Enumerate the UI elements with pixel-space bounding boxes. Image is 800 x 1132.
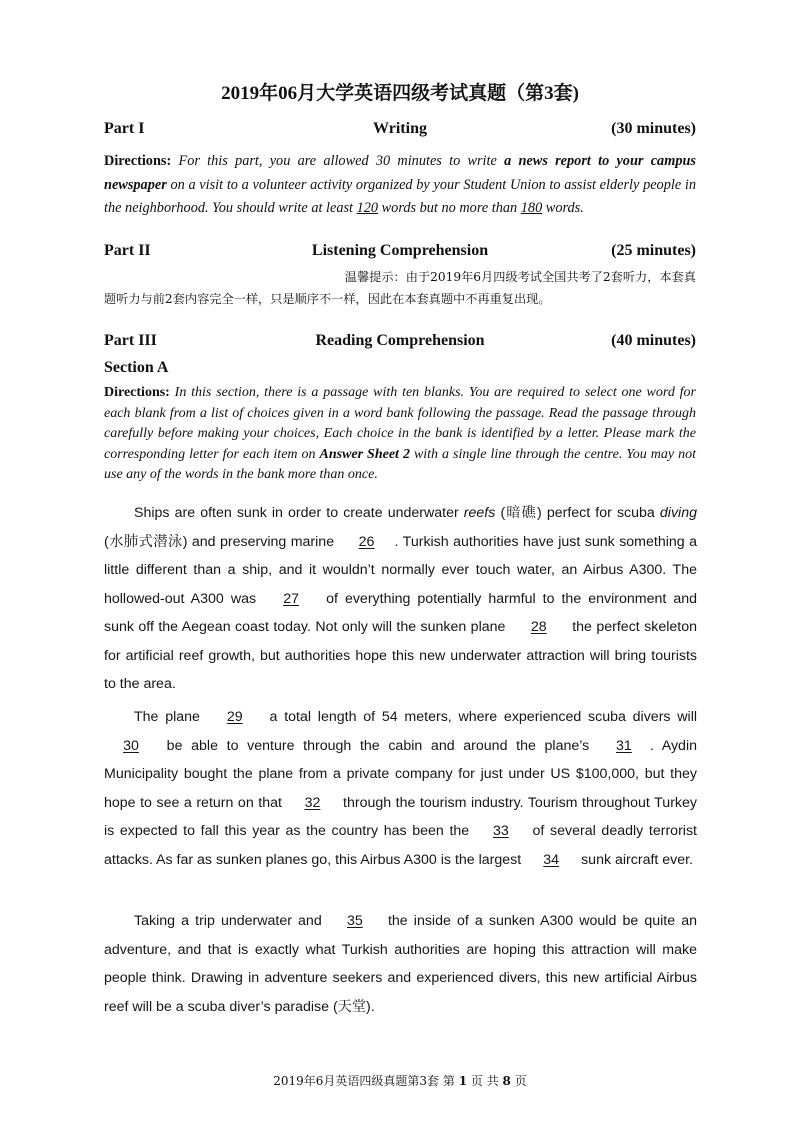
- part-name: Reading Comprehension: [315, 332, 485, 349]
- blank-35[interactable]: 35: [346, 913, 363, 929]
- page-title: 2019年06月大学英语四级考试真题（第3套): [221, 83, 579, 104]
- blank-32[interactable]: 32: [304, 794, 321, 811]
- writing-directions: Directions: For this part, you are allowed 30 minutes to write a news report to your campus newspaper on a visit to a volunteer activity organized by your Student Union to assist elderly people in the neighborhood. You should write at least 120 words but no more than 180 words.: [104, 153, 696, 216]
- part-1-header: [104, 120, 696, 142]
- page-number: 1: [458, 1074, 468, 1088]
- passage-paragraph-1: Ships are often sunk in order to create underwater reefs (暗礁) perfect for scuba diving (水肺式潜泳) and preserving marine 26 . Turkish authorities have just sunk something a little different than a ship, and it wouldn’t normally ever touch water, an Airbus A300. The hollowed-out A300 was 27 of everything potentially harmful to the environment and sunk off the Aegean coast today. Not only will the sunken plane 28 the perfect skeleton for artificial reef growth, but authorities hope this new underwater attraction will bring tourists to the area.: [104, 505, 697, 692]
- part-time: (30 minutes): [611, 120, 696, 137]
- part-label: Part I: [104, 120, 145, 137]
- blank-33[interactable]: 33: [492, 823, 509, 839]
- listening-tip: 温馨提示：由于2019年6月四级考试全国共考了2套听力，本套真 题听力与前2套内容完全一样，只是顺序不一样，因此在本套真题中不再重复出现。: [104, 270, 696, 306]
- part-time: (25 minutes): [611, 242, 696, 259]
- blank-26[interactable]: 26: [358, 533, 375, 550]
- page-footer: 2019年6月英语四级真题第3套 第 1 页 共 8 页: [273, 1074, 527, 1088]
- part-time: (40 minutes): [611, 332, 696, 349]
- min-words: 120: [356, 200, 379, 216]
- part-2-header: [104, 242, 696, 264]
- blank-28[interactable]: 28: [530, 619, 547, 635]
- section-title: Section A: [104, 359, 169, 376]
- part-name: Writing: [373, 120, 427, 137]
- page-total: 8: [502, 1074, 511, 1088]
- part-label: Part III: [104, 332, 157, 349]
- max-words: 180: [520, 200, 543, 216]
- blank-30[interactable]: 30: [123, 737, 139, 754]
- reading-directions: Directions: In this section, there is a passage with ten blanks. You are required to select one word for each blank from a list of choices given in a word bank following the passage. Read the passage through carefully before making your choices, Each choice in the bank is identified by a letter. Please mark the corresponding letter for each item on Answer Sheet 2 with a single line through the centre. You may not use any of the words in the bank more than once.: [104, 385, 696, 483]
- blank-27[interactable]: 27: [283, 590, 299, 607]
- blank-29[interactable]: 29: [226, 709, 243, 725]
- part-3-header: [104, 332, 696, 354]
- blank-31[interactable]: 31: [616, 737, 632, 754]
- part-label: Part II: [104, 242, 151, 259]
- passage-paragraph-2: The plane 29 a total length of 54 meters, where experienced scuba divers will 30 be able to venture through the cabin and around the plane’s 31 . Aydin Municipality bought the plane from a private company for just under US $100,000, but they hope to see a return on that 32 through the tourism industry. Tourism throughout Turkey is expected to fall this year as the country has been the 33 of several deadly terrorist attacks. As far as sunken planes go, this Airbus A300 is the largest 34 sunk aircraft ever.: [104, 703, 697, 874]
- blank-34[interactable]: 34: [543, 851, 560, 868]
- part-name: Listening Comprehension: [311, 242, 489, 259]
- passage-paragraph-3: Taking a trip underwater and 35 the inside of a sunken A300 would be quite an adventure, and that is exactly what Turkish authorities are hoping this attraction will make people think. Drawing in adventure seekers and experienced divers, this new artificial Airbus reef will be a scuba diver’s paradise (天堂).: [104, 907, 697, 1021]
